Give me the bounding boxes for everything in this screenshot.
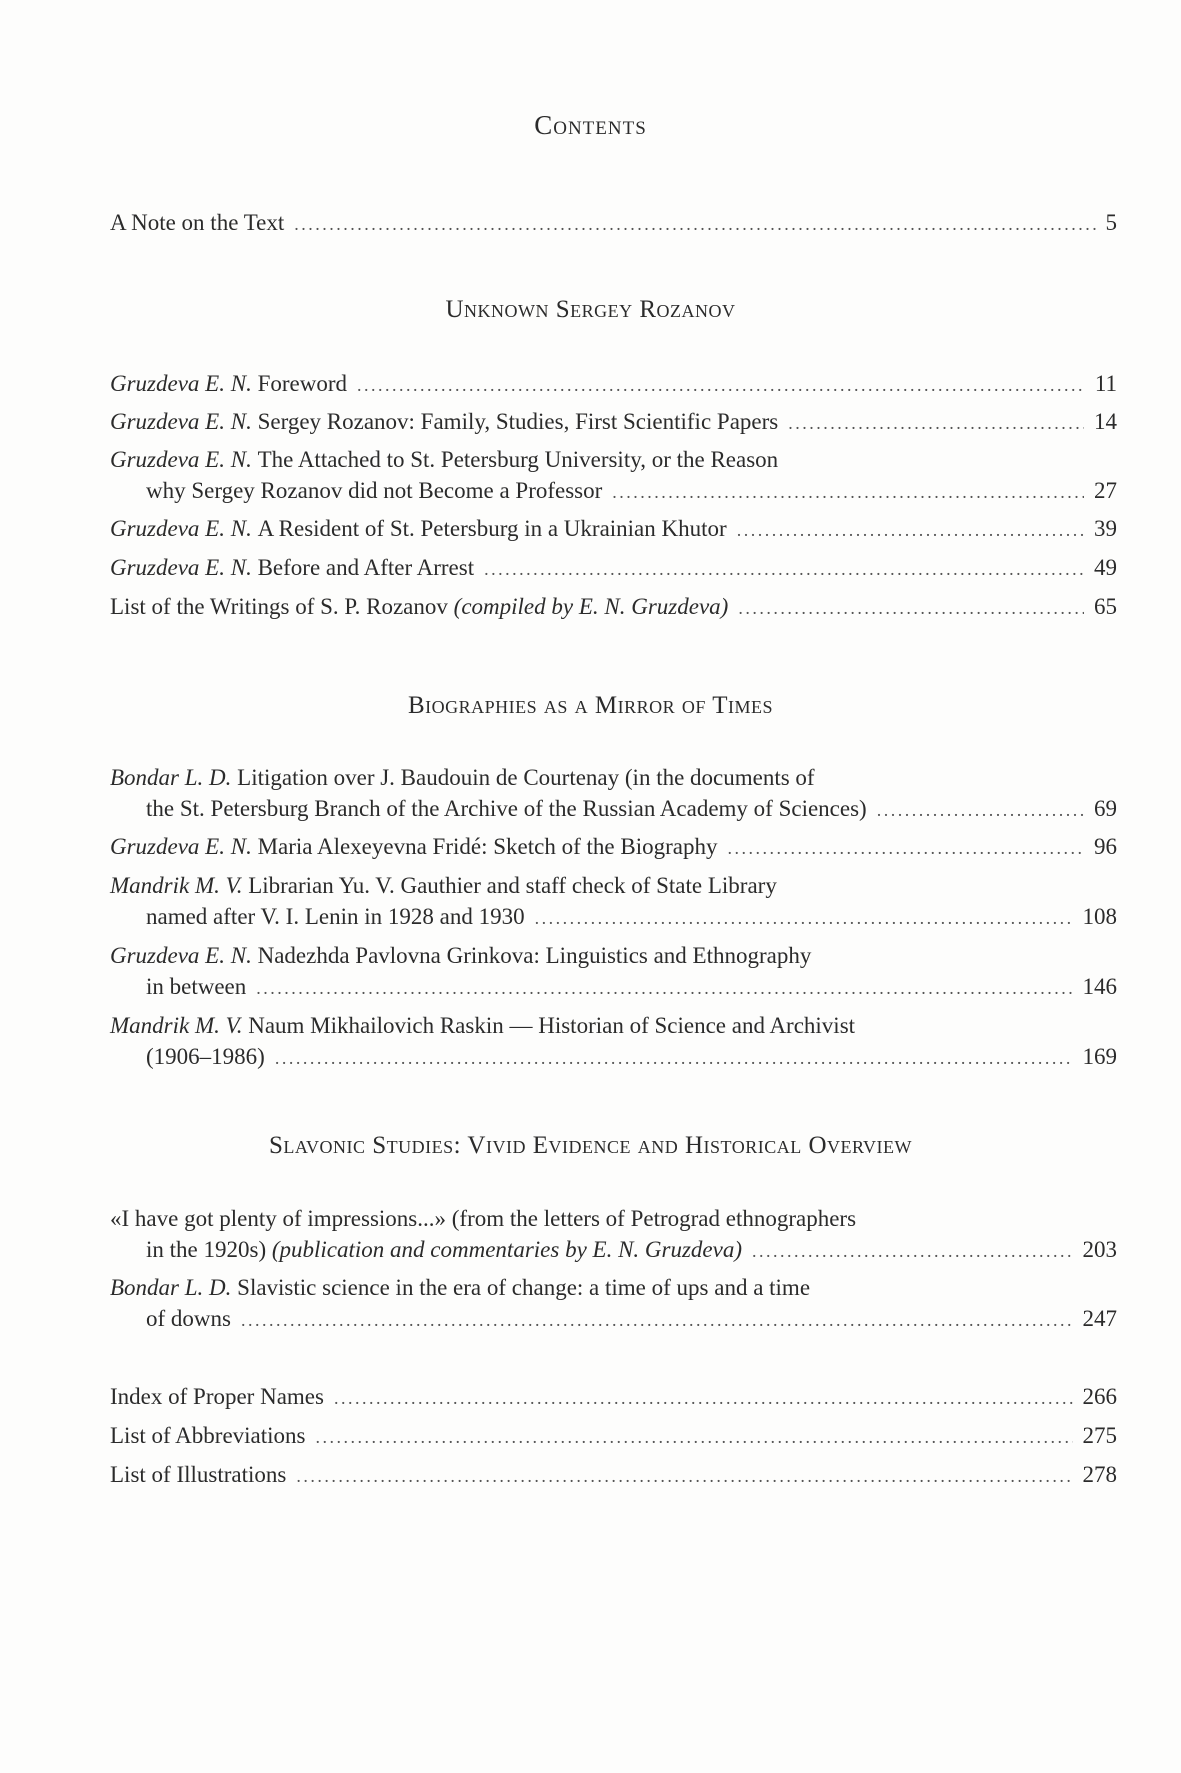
dot-leader (738, 593, 1084, 624)
dot-leader (256, 973, 1072, 1004)
toc-entry (110, 513, 1117, 546)
entry-text: «I have got plenty of impressions...» (from the letters of Petrograd ethnographers (110, 1206, 857, 1231)
toc-entry (110, 591, 1117, 624)
toc-entry (110, 552, 1117, 585)
dot-leader (788, 408, 1084, 439)
toc-entry (110, 1010, 1117, 1074)
toc-entry-note (110, 207, 1117, 240)
dot-leader (334, 1383, 1073, 1414)
entry-compiler: (compiled by E. N. Gruzdeva) (453, 594, 729, 619)
page-number: 39 (1094, 516, 1117, 541)
page-number: 247 (1082, 1306, 1117, 1331)
entry-author: Gruzdeva E. N. (110, 409, 252, 434)
page-number: 96 (1094, 834, 1117, 859)
toc-entry (110, 406, 1117, 439)
page-number: 49 (1094, 555, 1117, 580)
entry-text: Index of Proper Names (110, 1384, 324, 1409)
toc-entry-index (110, 1381, 1117, 1414)
entry-author: Gruzdeva E. N. (110, 555, 252, 580)
dot-leader (727, 833, 1084, 864)
section-title: Unknown Sergey Rozanov (445, 296, 736, 323)
page-number: 65 (1094, 594, 1117, 619)
dot-leader (315, 1422, 1072, 1453)
entry-text: Sergey Rozanov: Family, Studies, First Scientific Papers (257, 409, 779, 434)
dot-leader (296, 1461, 1072, 1492)
page-number: 11 (1094, 371, 1117, 396)
entry-author: Gruzdeva E. N. (110, 943, 252, 968)
entry-text: Litigation over J. Baudouin de Courtenay (in the documents of (237, 765, 815, 790)
page-number: 266 (1082, 1384, 1117, 1409)
page-number: 108 (1082, 904, 1117, 929)
toc-entry (110, 368, 1117, 401)
toc-entry-illustrations (110, 1459, 1117, 1492)
page-title: Contents (534, 110, 647, 140)
page-number: 278 (1082, 1462, 1117, 1487)
entry-text: The Attached to St. Petersburg University, or the Reason (257, 447, 779, 472)
page-number: 5 (1105, 210, 1117, 235)
toc-entry (110, 1272, 1117, 1336)
entry-text: A Note on the Text (110, 210, 285, 235)
entry-text-continued: in between (146, 974, 247, 999)
entry-text-continued: named after V. I. Lenin in 1928 and 1930 (146, 904, 525, 929)
entry-text: List of the Writings of S. P. Rozanov (110, 594, 448, 619)
toc-entry (110, 940, 1117, 1004)
section-title: Slavonic Studies: Vivid Evidence and Historical Overview (268, 1132, 913, 1159)
page-number: 275 (1082, 1423, 1117, 1448)
dot-leader (612, 477, 1084, 508)
entry-text: List of Illustrations (110, 1462, 287, 1487)
entry-author: Mandrik M. V. (110, 1013, 243, 1038)
entry-publication-note: (publication and commentaries by E. N. Gruzdeva) (271, 1237, 743, 1262)
toc-entry (110, 762, 1117, 826)
entry-text-continued: of downs (146, 1306, 231, 1331)
toc-entry (110, 831, 1117, 864)
dot-leader (535, 903, 1073, 934)
dot-leader (737, 515, 1084, 546)
entry-author: Gruzdeva E. N. (110, 447, 252, 472)
toc-entry (110, 444, 1117, 508)
dot-leader (275, 1043, 1073, 1074)
dot-leader (241, 1305, 1073, 1336)
page-number: 14 (1094, 409, 1117, 434)
dot-leader (484, 554, 1084, 585)
page-number: 169 (1082, 1044, 1117, 1069)
page-number: 69 (1094, 796, 1117, 821)
entry-text: Slavistic science in the era of change: a time of ups and a time (237, 1275, 811, 1300)
page-number: 203 (1082, 1237, 1117, 1262)
entry-text: Before and After Arrest (257, 555, 475, 580)
toc-entry-abbreviations (110, 1420, 1117, 1453)
entry-text-continued: the St. Petersburg Branch of the Archive of the Russian Academy of Sciences) (146, 796, 867, 821)
entry-text: A Resident of St. Petersburg in a Ukrainian Khutor (257, 516, 727, 541)
page-number: 27 (1094, 478, 1117, 503)
toc-entry (110, 870, 1117, 934)
toc-entry (110, 1203, 1117, 1267)
entry-text: Foreword (257, 371, 348, 396)
page-number: 146 (1082, 974, 1117, 999)
entry-author: Gruzdeva E. N. (110, 371, 252, 396)
section-title: Biographies as a Mirror of Times (407, 692, 773, 719)
entry-text-continued: in the 1920s) (146, 1237, 267, 1262)
entry-author: Bondar L. D. (110, 765, 232, 790)
dot-leader (877, 795, 1084, 826)
dot-leader (752, 1236, 1072, 1267)
entry-author: Mandrik M. V. (110, 873, 243, 898)
entry-text-continued: why Sergey Rozanov did not Become a Professor (146, 478, 603, 503)
entry-text: Librarian Yu. V. Gauthier and staff check of State Library (248, 873, 777, 898)
dot-leader (294, 209, 1095, 240)
entry-text: Naum Mikhailovich Raskin — Historian of Science and Archivist (248, 1013, 856, 1038)
entry-author: Gruzdeva E. N. (110, 516, 252, 541)
entry-text: List of Abbreviations (110, 1423, 306, 1448)
entry-text-continued: (1906–1986) (146, 1044, 265, 1069)
entry-author: Bondar L. D. (110, 1275, 232, 1300)
entry-author: Gruzdeva E. N. (110, 834, 252, 859)
entry-text: Nadezhda Pavlovna Grinkova: Linguistics and Ethnography (257, 943, 812, 968)
entry-text: Maria Alexeyevna Fridé: Sketch of the Biography (257, 834, 718, 859)
dot-leader (357, 370, 1085, 401)
